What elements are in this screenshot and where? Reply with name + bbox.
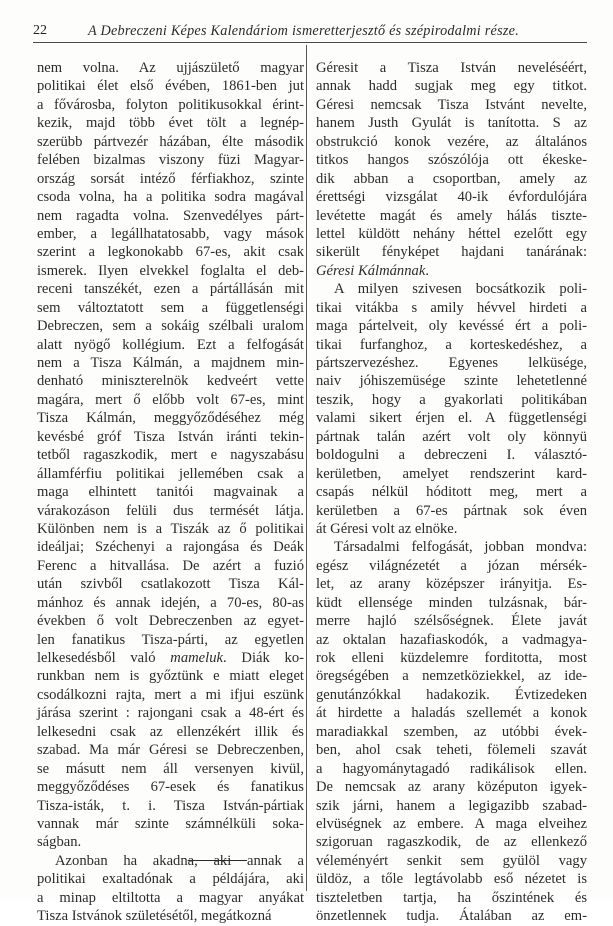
line-text: lelkesedésből való [37, 650, 171, 666]
text-line [316, 852, 587, 870]
line-text: maga elhintett tanitói magvainak a [37, 484, 304, 501]
column-divider [306, 45, 307, 891]
line-text: rok elleni küzdelemre forditotta, most [316, 650, 587, 666]
text-line [37, 280, 304, 298]
line-text: a hagyománytagadó radikálisok ellen. [316, 760, 587, 777]
line-text: után szivből csatlakozott Tisza Kál- [37, 576, 304, 593]
text-line [37, 649, 304, 667]
line-text: nem a Tisza Kálmán, a majdnem min- [37, 355, 304, 371]
line-text: tikai furfanghoz, a korteskedéshez, a [316, 336, 587, 353]
text-line [316, 649, 587, 667]
line-text: nem volna. Az ujjászülető magyar [37, 60, 304, 76]
struck-text: a, aki [187, 852, 247, 869]
text-line [316, 77, 587, 95]
line-text: szik járni, hanem a legigazibb szabad- [316, 797, 587, 814]
line-text: át hirdette a haladás szellemét a konok [316, 705, 587, 722]
line-text: maga pártelveit, oly kevéssé ért a poli- [316, 318, 587, 335]
text-line [37, 594, 304, 612]
text-line [37, 833, 304, 851]
line-text: vannak már szinte számnélküli soka- [37, 815, 304, 832]
text-line [316, 704, 587, 722]
line-text: járása szerint : rajongani csak a 48-ért és [37, 705, 304, 722]
line-text: kezik, majd több évet tölt a legnép- [37, 115, 304, 132]
line-text: Debreczen, sem a sokáig szélbali uralom [37, 318, 304, 335]
line-text: Ferenc a hitvallása. De azért a fuzió [37, 557, 304, 574]
line-text: levétette magát és amely hálás tiszte- [316, 207, 587, 224]
line-text: teszik, hogy a gyakorlati politikában [316, 391, 587, 408]
text-line [316, 760, 587, 778]
text-line [37, 465, 304, 483]
text-line [316, 483, 587, 501]
text-line [316, 188, 587, 206]
text-line [316, 243, 587, 261]
text-line [316, 612, 587, 630]
text-line [37, 502, 304, 520]
line-text: hanem Justh Gyulát is tanította. S az [316, 115, 587, 132]
line-text: Tisza Kálmán, meggyőződéséhez még [37, 410, 304, 427]
line-text: ideáljai; Széchenyi a rajongása és Deák [37, 539, 304, 556]
line-text: nem ragadta volna. Szenvedélyes párt- [37, 207, 304, 224]
line-text: valami sikert érjen el. A függetlenségi [316, 410, 587, 427]
text-line [316, 354, 587, 372]
running-head-title: A Debreczeni Képes Kalendáriom ismeretterjesztő és szépirodalmi része. [88, 23, 519, 39]
text-line [37, 77, 304, 95]
line-text: let, az arany középszer irányitja. Es- [316, 576, 587, 593]
text-line [316, 723, 587, 741]
text-line [316, 741, 587, 759]
line-text: Különben nem is a Tiszák az ő politikai [37, 520, 304, 537]
line-text: várakozáson felüli dus termését látja. [37, 502, 304, 519]
line-text: tiszteletben tartja, ha őszintének és [316, 889, 587, 906]
text-line [37, 741, 304, 759]
italic-text: mameluk [170, 650, 223, 666]
line-text: öregségében a nemzetköziekkel, az ide- [316, 668, 587, 685]
text-line [37, 575, 304, 593]
text-line [316, 833, 587, 851]
text-line [316, 409, 587, 427]
text-line [316, 870, 587, 888]
text-line [316, 299, 587, 317]
text-line [37, 483, 304, 501]
line-text: egész világnézetét a józan mérsék- [316, 557, 587, 574]
line-text: kevésbé gróf Tisza István iránti tekin- [37, 428, 304, 445]
text-line [316, 170, 587, 188]
text-line [316, 114, 587, 132]
text-line [37, 723, 304, 741]
line-text: küdt ellensége minden tulzásnak, bár- [316, 594, 587, 611]
text-line [316, 446, 587, 464]
text-line [37, 151, 304, 169]
text-line [316, 575, 587, 593]
line-text: lettel küldött nehány héttel ezelőtt egy [316, 225, 587, 242]
line-text: receni tanszékét, ezen a pártállásán mit [37, 281, 304, 298]
text-line [316, 797, 587, 815]
line-text: boldogulni a debreczeni I. választó- [316, 447, 587, 464]
text-line [316, 280, 587, 298]
text-line [37, 188, 304, 206]
text-line [316, 133, 587, 151]
line-text: véleményért senkit sem gyülöl vagy [316, 852, 587, 869]
text-line [37, 520, 304, 538]
line-text: alatt nyögő kollégium. Ezt a felfogását [37, 336, 304, 353]
line-text: len fanatikus Tisza-párti, az egyetlen [37, 631, 304, 648]
line-text: . [425, 262, 429, 279]
line-text: a fővárosba, folyton politikusokkal érint- [37, 96, 304, 113]
text-line [37, 96, 304, 114]
text-line [316, 778, 587, 796]
text-line [37, 317, 304, 335]
line-text: A milyen szivesen bocsátkozik poli- [334, 281, 587, 298]
text-line [316, 502, 587, 520]
line-text: ország sorsát intéző férfiakhoz, szinte [37, 170, 304, 187]
text-line [37, 797, 304, 815]
line-text: ember, a legállhatatosabb, vagy mások [37, 225, 304, 242]
line-text: Társadalmi felfogását, jobban mondva: [334, 539, 587, 556]
line-text: mánhoz és annak idején, a 70-es, 80-as [37, 594, 304, 611]
text-line [37, 778, 304, 796]
line-text: kerületben a 67-es pártnak sok éven [316, 502, 587, 519]
line-text: sikerült fényképet hajdani tanárának: [316, 244, 587, 261]
line-text: . Diák ko- [222, 650, 304, 666]
line-text: ben, ahol csak teheti, fölemeli szavát [316, 742, 587, 759]
line-text: naiv jóhiszemüsége szinte lehetetlenné [316, 373, 587, 390]
line-text: ismerek. Ilyen elvekkel foglalta el deb- [37, 262, 304, 279]
text-line [37, 686, 304, 704]
text-line [316, 372, 587, 390]
line-text: runkban nem is győztünk e miatt eleget [37, 668, 304, 685]
text-line [316, 667, 587, 685]
text-line [37, 631, 304, 649]
line-text: Azonban ha akadn [55, 852, 188, 869]
left-column [37, 59, 304, 926]
line-text: években ő volt Debreczenben az egyet- [37, 613, 304, 630]
line-text: Tisza Istvánok születésétől, megátkozná [37, 908, 272, 925]
line-text: elvüségnek az embere. A maga elveihez [316, 815, 587, 832]
text-line [37, 704, 304, 722]
page-number: 22 [33, 23, 47, 38]
right-column [316, 59, 587, 926]
line-text: annak hadd sugjak meg egy titkot. [316, 78, 587, 95]
text-line [316, 907, 587, 925]
line-text: De nemcsak az arany középuton igyek- [316, 779, 587, 796]
line-text: politikai exaltadónak a példájára, aki [37, 871, 304, 888]
text-line [37, 760, 304, 778]
text-line [316, 465, 587, 483]
line-text: ságban. [37, 834, 82, 851]
line-text: dik abban a csoportban, amely az [316, 170, 587, 187]
line-text: denható miniszterelnök kedveért vette [37, 373, 304, 390]
line-text: Géresi nemcsak Tisza Istvánt nevelte, [316, 96, 587, 113]
text-line [37, 336, 304, 354]
line-text: kerületben, amelyet rendszerint kard- [316, 465, 587, 482]
text-line [37, 299, 304, 317]
line-text: önzetlennek tudja. Átalában az em- [316, 908, 587, 925]
running-head [33, 22, 586, 40]
line-text: politikai élet első évében, 1861-ben jut [37, 78, 304, 95]
text-line [37, 815, 304, 833]
text-line [37, 428, 304, 446]
line-text: obstrukció konok vezére, az általános [316, 133, 587, 150]
line-text: államférfiu politikai jellemében csak a [37, 465, 304, 482]
text-line [37, 538, 304, 556]
line-text: merre hajló szélsőségnek. Élete javát [316, 613, 587, 630]
text-line [37, 243, 304, 261]
line-text: az oktalan hazafiaskodók, a vadmagya- [316, 631, 587, 648]
text-line [37, 133, 304, 151]
line-text: érettségi vizsgálat 40-ik évfordulójára [316, 189, 587, 206]
line-text: pártnak talán azért volt oly könnyü [316, 428, 587, 445]
text-line [37, 907, 304, 925]
line-text: magára, mert ő előbb volt 67-es, mint [37, 391, 304, 408]
text-line [316, 815, 587, 833]
text-line [316, 317, 587, 335]
text-line [316, 538, 587, 556]
line-text: annak a [246, 852, 304, 869]
text-line [37, 870, 304, 888]
line-text: se másutt nem áll versenyen kivül, [37, 760, 304, 777]
line-text: titkos hangos szószólója ott ékeske- [316, 152, 587, 169]
line-text: a minap eltiltotta a magyar anyákat [37, 889, 304, 906]
text-line [316, 207, 587, 225]
text-line [316, 96, 587, 114]
line-text: lelkesedni csak az ellenzékért illik és [37, 723, 304, 740]
line-text: tikai vitákba s amily hévvel hirdeti a [316, 299, 587, 316]
line-text: Tisza-isták, t. i. Tisza István-pártiak [37, 797, 304, 814]
text-line [37, 557, 304, 575]
text-line [37, 889, 304, 907]
text-line [37, 852, 304, 870]
line-text: át Géresi volt az elnöke. [316, 520, 458, 537]
line-text: csoda volna, ha a politika sodra magával [37, 189, 304, 206]
text-line [37, 372, 304, 390]
text-line [316, 151, 587, 169]
text-line [316, 391, 587, 409]
text-line [37, 354, 304, 372]
text-line [316, 428, 587, 446]
text-line [37, 262, 304, 280]
line-text: szerübb pártvezér házában, élte második [37, 133, 304, 150]
text-line [37, 114, 304, 132]
line-text: maradiakkal szemben, az utóbbi évek- [316, 723, 587, 740]
text-line [37, 409, 304, 427]
line-text: szerint a legkonokabb 67-es, akit csak [37, 244, 304, 261]
text-line [316, 686, 587, 704]
text-line [37, 391, 304, 409]
text-line [316, 225, 587, 243]
line-text: tetből ragaszkodik, mert e nagyszabásu [37, 447, 304, 464]
text-line [316, 631, 587, 649]
line-text: üldöz, a tőle legtávolabb eső nézetet is [316, 871, 587, 888]
line-text: csodálkozni rajta, mert a mi ifjui eszünk [37, 686, 304, 703]
line-text: meggyőződéses 67-esek és fanatikus [37, 779, 304, 796]
text-line [37, 59, 304, 77]
text-line [37, 667, 304, 685]
text-line [316, 594, 587, 612]
text-line [316, 262, 587, 280]
line-text: Géresit a Tisza István neveléséért, [316, 60, 587, 76]
line-text: pártszervezéshez. Egyenes lelküsége, [316, 355, 587, 371]
line-text: szabad. Ma már Géresi se Debreczenben, [37, 742, 304, 759]
text-line [37, 225, 304, 243]
text-line [37, 170, 304, 188]
line-text: szigoruan ragaszkodik, de az ellenkező [316, 834, 587, 851]
line-text: genutánzókkal hadakozik. Évtizedeken [316, 686, 587, 703]
text-line [316, 557, 587, 575]
text-line [316, 889, 587, 907]
text-line [37, 446, 304, 464]
text-line [37, 207, 304, 225]
line-text: csapás nélkül hóditott meg, mert a [316, 484, 587, 501]
line-text: felében bizalmas viszony füzi Magyar- [37, 152, 304, 169]
line-text: sem változtatott sem a függetlenségi [37, 299, 304, 316]
text-line [316, 336, 587, 354]
text-line [316, 59, 587, 77]
header-rule [33, 42, 587, 43]
italic-text: Géresi Kálmánnak [316, 262, 426, 279]
text-line [316, 520, 587, 538]
text-line [37, 612, 304, 630]
